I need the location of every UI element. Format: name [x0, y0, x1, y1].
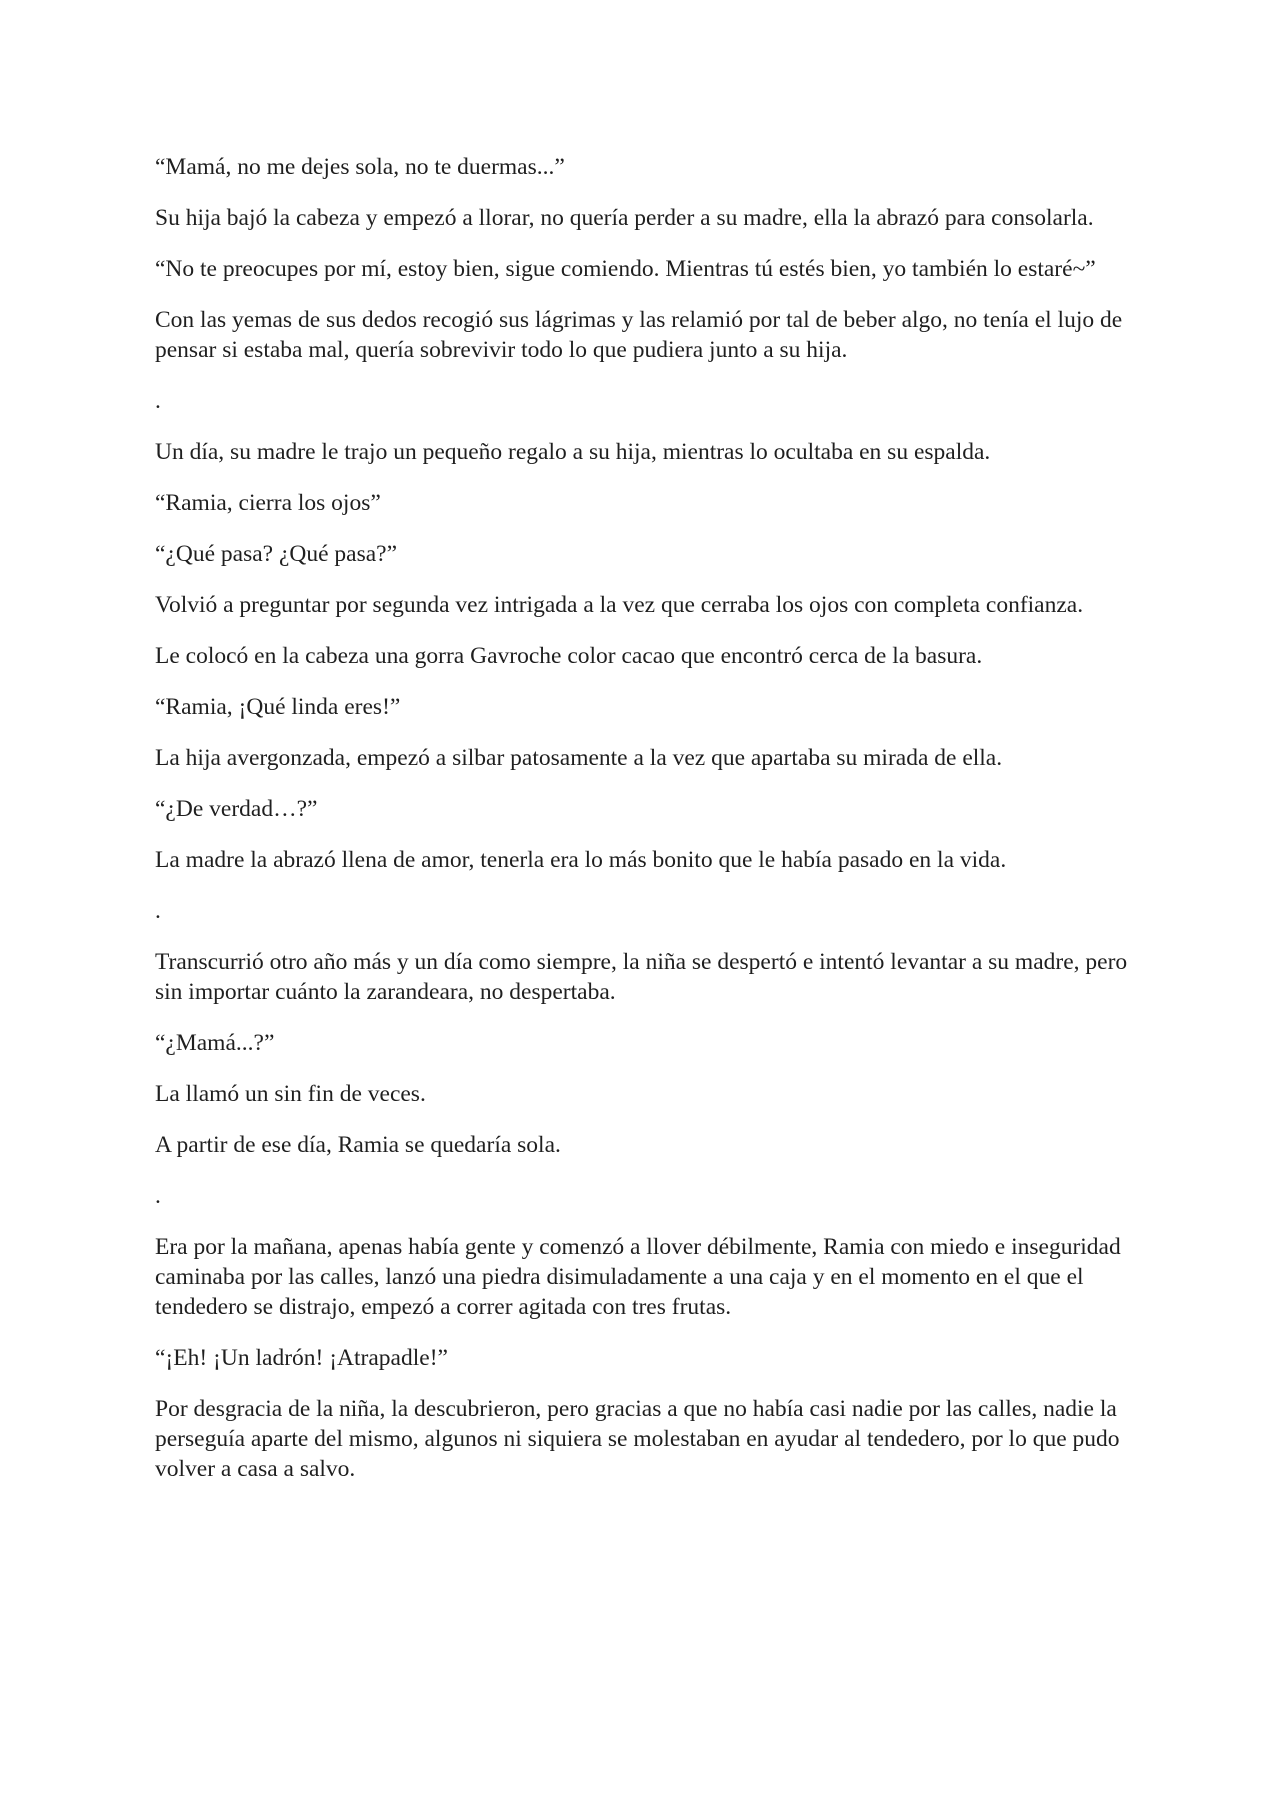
- paragraph: La llamó un sin fin de veces.: [155, 1081, 426, 1107]
- paragraph: “Mamá, no me dejes sola, no te duermas...”: [155, 154, 565, 180]
- paragraph: La hija avergonzada, empezó a silbar patosamente a la vez que apartaba su mirada de ella.: [155, 745, 1003, 771]
- paragraph: Transcurrió otro año más y un día como siempre, la niña se despertó e intentó levantar a su madre, pero sin importar cuánto la zarandeara, no despertaba.: [155, 949, 1128, 1005]
- paragraph: “¿Mamá...?”: [155, 1030, 275, 1056]
- paragraph: Volvió a preguntar por segunda vez intrigada a la vez que cerraba los ojos con completa confianza.: [155, 592, 1084, 618]
- paragraph: La madre la abrazó llena de amor, tenerla era lo más bonito que le había pasado en la vida.: [155, 847, 1007, 873]
- paragraph: Le colocó en la cabeza una gorra Gavroche color cacao que encontró cerca de la basura.: [155, 643, 983, 669]
- paragraph: “¿De verdad…?”: [155, 796, 318, 822]
- paragraph: “Ramia, cierra los ojos”: [155, 490, 381, 516]
- paragraph: Por desgracia de la niña, la descubrieron, pero gracias a que no había casi nadie por las calles, nadie la perseguía aparte del mismo, algunos ni siquiera se molestaban en ayudar al tendedero, por lo que pudo volver a casa a salvo.: [155, 1396, 1120, 1482]
- paragraph: “No te preocupes por mí, estoy bien, sigue comiendo. Mientras tú estés bien, yo también lo estaré~”: [155, 256, 1096, 282]
- paragraph: “¿Qué pasa? ¿Qué pasa?”: [155, 541, 398, 567]
- paragraph: A partir de ese día, Ramia se quedaría sola.: [155, 1132, 561, 1158]
- paragraph: Un día, su madre le trajo un pequeño regalo a su hija, mientras lo ocultaba en su espalda.: [155, 439, 991, 465]
- paragraph: Con las yemas de sus dedos recogió sus lágrimas y las relamió por tal de beber algo, no tenía el lujo de pensar si estaba mal, quería sobrevivir todo lo que pudiera junto a su hija.: [155, 307, 1123, 363]
- paragraph: Era por la mañana, apenas había gente y comenzó a llover débilmente, Ramia con miedo e inseguridad caminaba por las calles, lanzó una piedra disimuladamente a una caja y en el momento en el que el tendedero se distrajo, empezó a correr agitada con tres frutas.: [155, 1234, 1121, 1320]
- section-separator: .: [155, 898, 161, 924]
- paragraph: “¡Eh! ¡Un ladrón! ¡Atrapadle!”: [155, 1345, 448, 1371]
- paragraph: “Ramia, ¡Qué linda eres!”: [155, 694, 401, 720]
- section-separator: .: [155, 388, 161, 414]
- paragraph: Su hija bajó la cabeza y empezó a llorar, no quería perder a su madre, ella la abrazó para consolarla.: [155, 205, 1094, 231]
- document-page: [155, 152, 1140, 1505]
- section-separator: .: [155, 1183, 161, 1209]
